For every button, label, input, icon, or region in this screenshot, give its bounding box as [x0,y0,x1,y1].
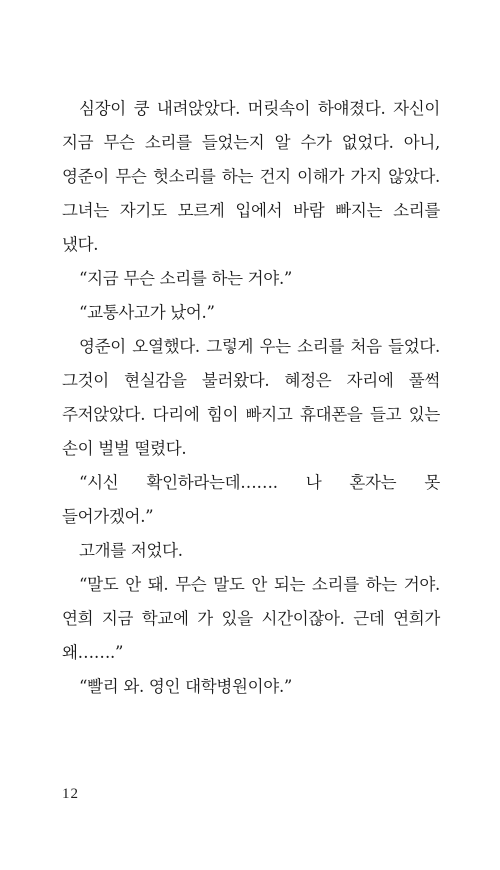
paragraph: 심장이 쿵 내려앉았다. 머릿속이 하얘졌다. 자신이 지금 무슨 소리를 들었는지 알 수가 없었다. 아니, 영준이 무슨 헛소리를 하는 건지 이해가 가지 않았다. 그녀는 자기도 모르게 입에서 바람 빠지는 소리를 냈다. [62,99,440,254]
body-text [62,92,440,704]
paragraph: “지금 무슨 소리를 하는 거야.” [79,269,293,288]
paragraph: “빨리 와. 영인 대학병원이야.” [79,677,293,696]
paragraph: 고개를 저었다. [79,541,183,560]
paragraph: “교통사고가 났어.” [79,303,215,322]
paragraph: 영준이 오열했다. 그렇게 우는 소리를 처음 들었다. 그것이 현실감을 불러왔다. 혜정은 자리에 풀썩 주저앉았다. 다리에 힘이 빠지고 휴대폰을 들고 있는 손이 벌벌 떨렸다. [62,337,440,458]
paragraph: “시신 확인하라는데……. 나 혼자는 못 들어가겠어.” [62,473,440,526]
paragraph: “말도 안 돼. 무슨 말도 안 되는 소리를 하는 거야. 연희 지금 학교에 가 있을 시간이잖아. 근데 연희가 왜…….” [62,575,440,662]
page-number: 12 [62,786,79,802]
